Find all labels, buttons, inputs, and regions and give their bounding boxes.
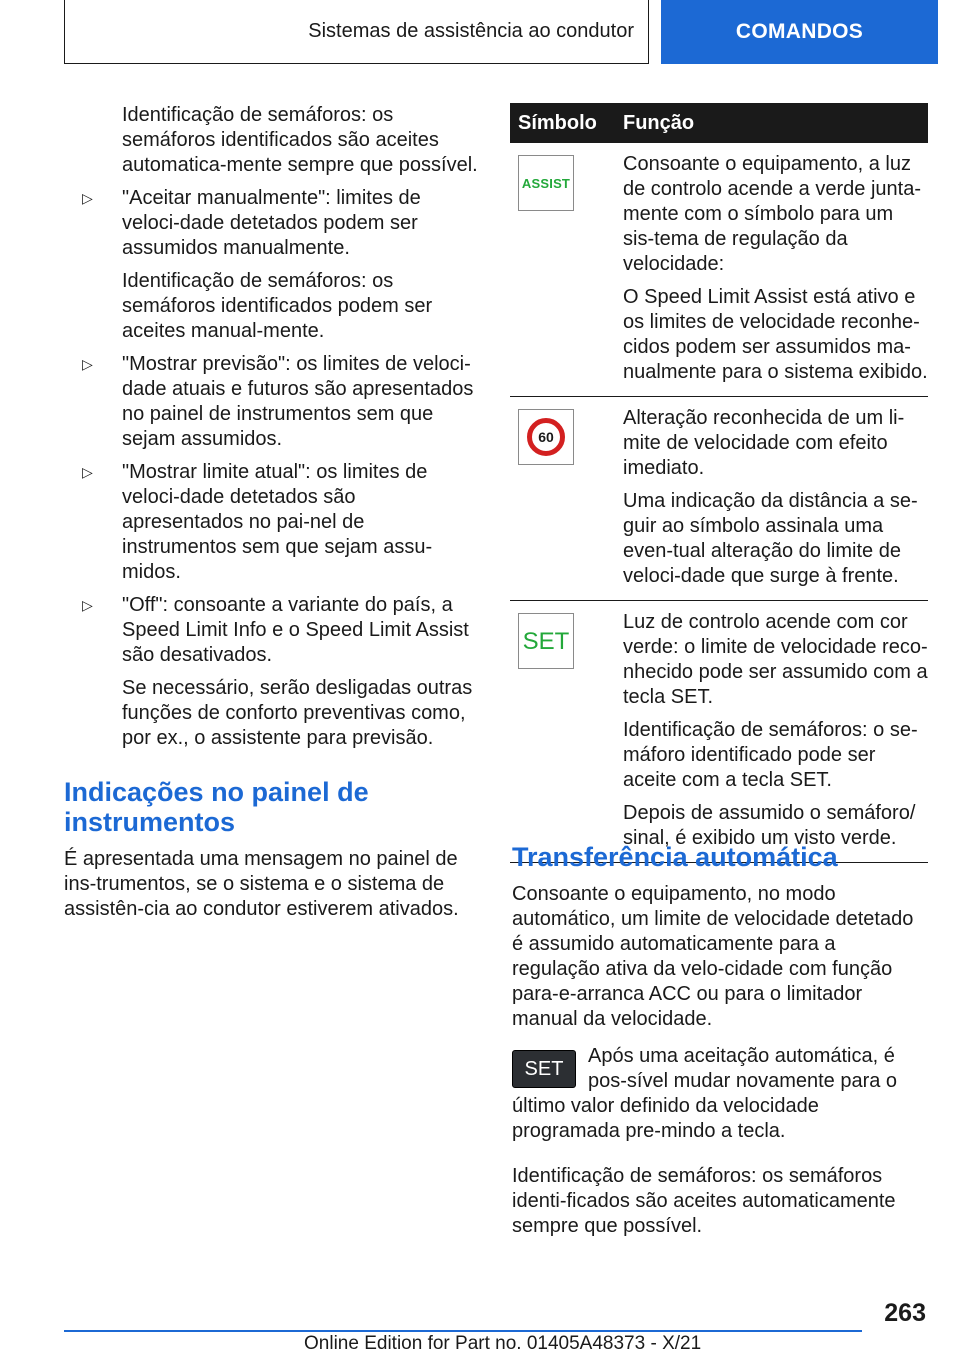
page-number: 263 (884, 1299, 926, 1327)
table-cell-text: O Speed Limit Assist está ativo e os limites de velocidade reconhe-cidos podem ser assumidos ma-nualmente para o sistema exibido. (623, 286, 928, 383)
left-column (64, 103, 478, 930)
list-item (64, 352, 478, 452)
speed-limit-sign-icon (518, 409, 574, 465)
bullet-triangle-icon: ▷ (82, 597, 93, 613)
col-header-symbol: Símbolo (518, 111, 597, 134)
section-heading: Transferência automática (512, 842, 838, 872)
table-cell-text: Depois de assumido o semáforo/ sinal, é exibido um visto verde. (623, 802, 916, 849)
assist-icon-label: ASSIST (521, 175, 571, 191)
set-key-icon (512, 1050, 576, 1088)
table-cell-text: Alteração reconhecida de um li-mite de velocidade com efeito imediato. (623, 407, 905, 479)
col-header-function: Função (623, 111, 695, 134)
chapter-tab[interactable] (661, 0, 938, 64)
table-row (510, 397, 928, 601)
table-cell-text: Luz de controlo acende com cor verde: o limite de velocidade reco-nhecido pode ser assumido com a tecla SET. (623, 611, 928, 708)
set-indicator-icon (518, 613, 574, 669)
list-item (64, 186, 478, 261)
speed-limit-value: 60 (538, 428, 554, 445)
assist-icon (518, 155, 574, 211)
bullet-triangle-icon: ▷ (82, 356, 93, 372)
section-title (64, 0, 649, 64)
table-cell-text: Consoante o equipamento, a luz de controlo acende a verde junta-mente com o símbolo para um sis-tema de regulação da velocidade: (623, 153, 921, 275)
section-title-text: Sistemas de assistência ao condutor (308, 20, 634, 42)
list-item-text: "Mostrar limite atual": os limites de veloci-dade detetados são apresentados no pai-nel de instrumentos sem que sejam assu-midos. (122, 461, 433, 583)
section-heading: Indicações no painel de instrumentos (64, 777, 369, 837)
table-cell-text: Uma indicação da distância a se-guir ao símbolo assinala uma even-tual alteração do limite de veloci-dade que surge à frente. (623, 490, 918, 587)
bullet-triangle-icon: ▷ (82, 190, 93, 206)
list-item-subtext: Se necessário, serão desligadas outras funções de conforto preventivas como, por ex., o assistente para previsão. (122, 677, 473, 749)
table-row (510, 601, 928, 863)
section-paragraph: É apresentada uma mensagem no painel de ins-trumentos, se o sistema e o sistema de assistên-cia ao condutor estiverem ativados. (64, 848, 459, 920)
set-key-label: SET (524, 1057, 564, 1080)
section-paragraph: Após uma aceitação automática, é pos-sível mudar novamente para o último valor definido da velocidade programada pre-mindo a tecla. (512, 1045, 898, 1142)
list-item-text: "Mostrar previsão": os limites de veloci-dade atuais e futuros são apresentados no painel de instrumentos sem que sejam assumidos. (122, 353, 474, 450)
section-paragraph: Identificação de semáforos: os semáforos identi-ficados são aceites automaticamente sempre que possível. (512, 1165, 896, 1237)
table-cell-text: Identificação de semáforos: o se-máforo identificado pode ser aceite com a tecla SET. (623, 719, 918, 791)
section-paragraph: Consoante o equipamento, no modo automático, um limite de velocidade detetado é assumido automaticamente para a regulação ativa da velo-cidade com função para-e-arranca ACC ou para o limitador manual da velocidade. (512, 883, 914, 1030)
list-item-text: "Aceitar manualmente": limites de veloci-dade detetados podem ser assumidos manualmente. (122, 187, 421, 259)
set-indicator-label: SET (522, 627, 570, 655)
list-item (64, 460, 478, 585)
table-row (510, 143, 928, 397)
symbol-table (510, 103, 928, 863)
list-item-subtext: Identificação de semáforos: os semáforos identificados podem ser aceites manual-mente. (122, 270, 433, 342)
table-header (510, 103, 928, 143)
edition-footer: Online Edition for Part no. 01405A48373 - X/21 (304, 1333, 702, 1354)
intro-paragraph: Identificação de semáforos: os semáforos identificados são aceites automatica-mente sempre que possível. (122, 104, 478, 176)
list-item (64, 593, 478, 668)
bullet-triangle-icon: ▷ (82, 464, 93, 480)
footer-divider (64, 1330, 862, 1332)
list-item-text: "Off": consoante a variante do país, a Speed Limit Info e o Speed Limit Assist são desativados. (122, 594, 469, 666)
chapter-tab-label: COMANDOS (735, 20, 864, 43)
automatic-transfer-section (512, 842, 928, 1247)
